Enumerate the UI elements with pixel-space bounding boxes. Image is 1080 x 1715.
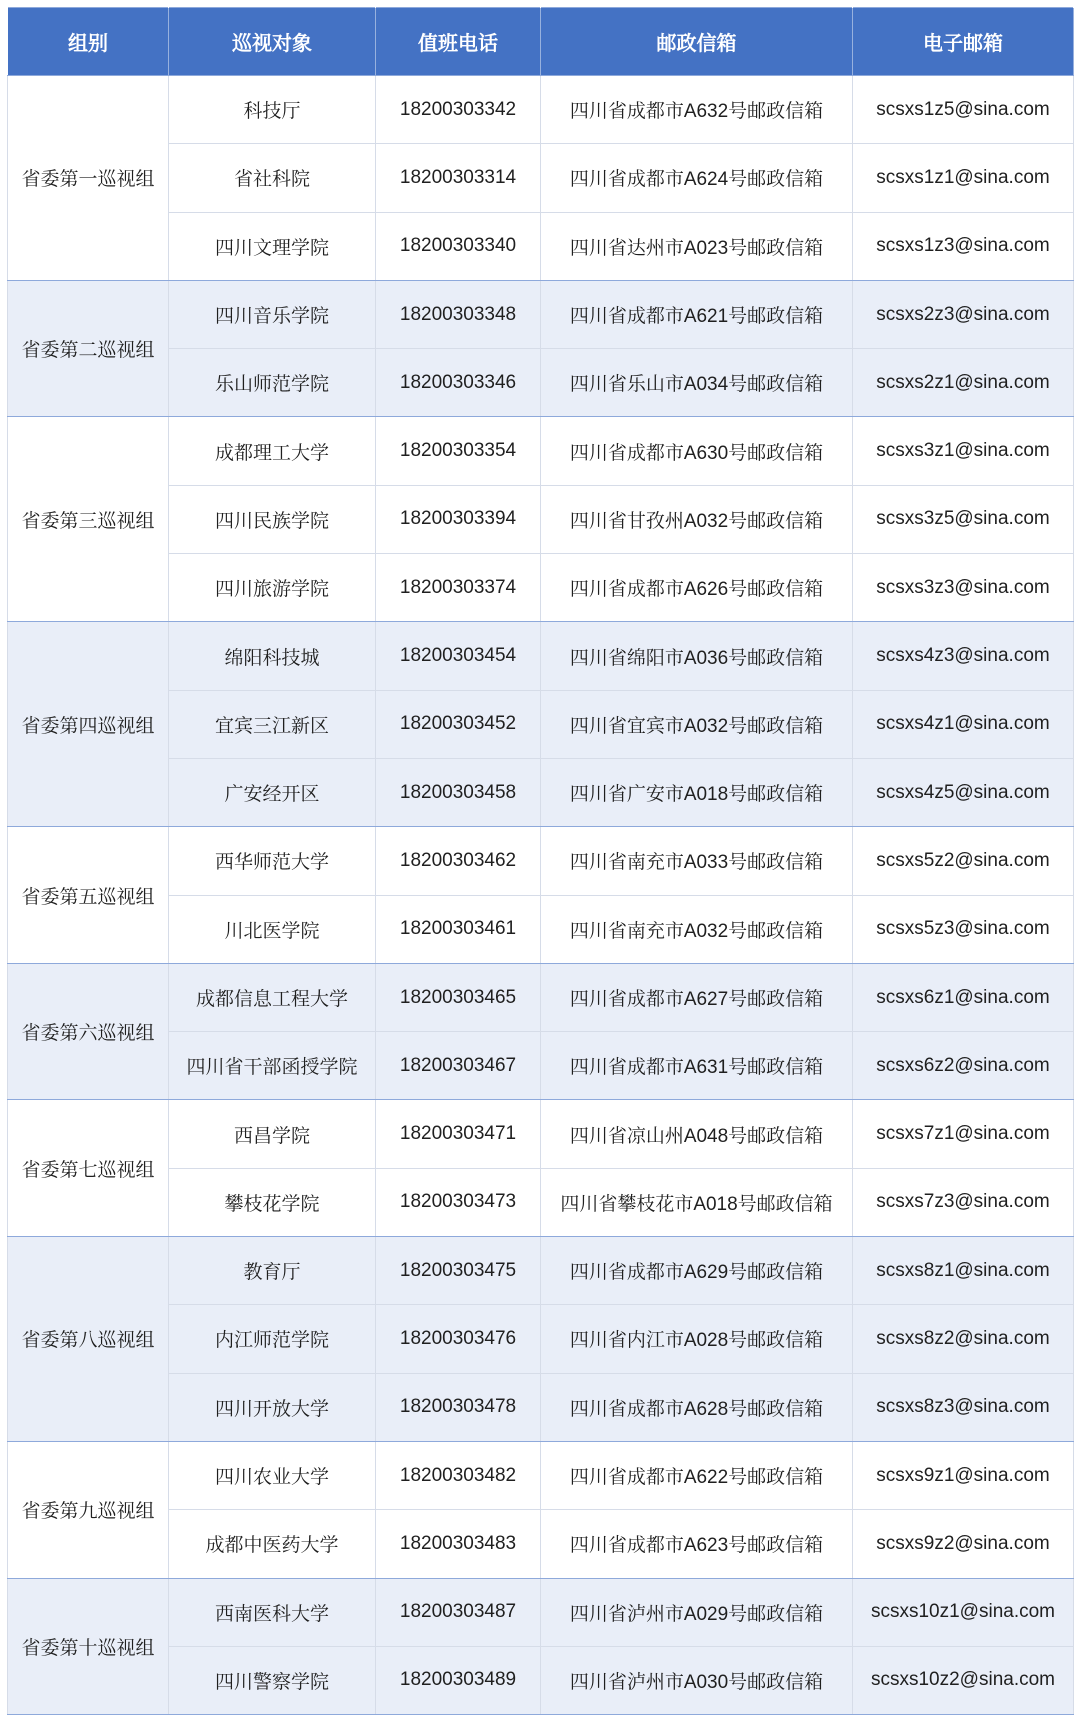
- cell-mailbox: 四川省成都市A628号邮政信箱: [541, 1373, 853, 1441]
- header-cell-group: 组别: [8, 8, 169, 76]
- header-cell-mailbox: 邮政信箱: [541, 8, 853, 76]
- cell-group-name: 省委第四巡视组: [8, 622, 169, 827]
- cell-mailbox: 四川省成都市A629号邮政信箱: [541, 1237, 853, 1305]
- cell-phone: 18200303454: [376, 622, 541, 690]
- cell-target: 教育厅: [169, 1237, 376, 1305]
- cell-mailbox: 四川省成都市A630号邮政信箱: [541, 417, 853, 485]
- cell-target: 四川农业大学: [169, 1441, 376, 1509]
- cell-email: scsxs9z2@sina.com: [853, 1510, 1074, 1578]
- cell-group-name: 省委第八巡视组: [8, 1237, 169, 1442]
- table-row: [8, 280, 1074, 348]
- table-row: [8, 1100, 1074, 1168]
- cell-mailbox: 四川省成都市A632号邮政信箱: [541, 76, 853, 144]
- cell-mailbox: 四川省泸州市A030号邮政信箱: [541, 1646, 853, 1714]
- cell-email: scsxs8z2@sina.com: [853, 1305, 1074, 1373]
- cell-target: 四川民族学院: [169, 485, 376, 553]
- cell-email: scsxs8z1@sina.com: [853, 1237, 1074, 1305]
- cell-phone: 18200303475: [376, 1237, 541, 1305]
- cell-mailbox: 四川省内江市A028号邮政信箱: [541, 1305, 853, 1373]
- cell-phone: 18200303374: [376, 554, 541, 622]
- cell-mailbox: 四川省广安市A018号邮政信箱: [541, 758, 853, 826]
- cell-phone: 18200303348: [376, 280, 541, 348]
- cell-mailbox: 四川省乐山市A034号邮政信箱: [541, 349, 853, 417]
- cell-email: scsxs3z3@sina.com: [853, 554, 1074, 622]
- cell-email: scsxs6z2@sina.com: [853, 1032, 1074, 1100]
- cell-email: scsxs10z2@sina.com: [853, 1646, 1074, 1714]
- cell-email: scsxs4z1@sina.com: [853, 690, 1074, 758]
- cell-group-name: 省委第二巡视组: [8, 280, 169, 417]
- cell-mailbox: 四川省成都市A622号邮政信箱: [541, 1441, 853, 1509]
- cell-phone: 18200303394: [376, 485, 541, 553]
- cell-email: scsxs1z1@sina.com: [853, 144, 1074, 212]
- cell-mailbox: 四川省攀枝花市A018号邮政信箱: [541, 1168, 853, 1236]
- cell-phone: 18200303487: [376, 1578, 541, 1646]
- cell-email: scsxs2z3@sina.com: [853, 280, 1074, 348]
- cell-phone: 18200303467: [376, 1032, 541, 1100]
- cell-phone: 18200303465: [376, 963, 541, 1031]
- cell-target: 四川警察学院: [169, 1646, 376, 1714]
- cell-mailbox: 四川省达州市A023号邮政信箱: [541, 212, 853, 280]
- cell-group-name: 省委第一巡视组: [8, 76, 169, 281]
- cell-email: scsxs4z5@sina.com: [853, 758, 1074, 826]
- cell-phone: 18200303461: [376, 895, 541, 963]
- cell-mailbox: 四川省成都市A631号邮政信箱: [541, 1032, 853, 1100]
- cell-phone: 18200303478: [376, 1373, 541, 1441]
- header-cell-phone: 值班电话: [376, 8, 541, 76]
- cell-group-name: 省委第六巡视组: [8, 963, 169, 1100]
- cell-email: scsxs5z2@sina.com: [853, 827, 1074, 895]
- cell-email: scsxs8z3@sina.com: [853, 1373, 1074, 1441]
- cell-phone: 18200303489: [376, 1646, 541, 1714]
- cell-target: 成都中医药大学: [169, 1510, 376, 1578]
- cell-email: scsxs6z1@sina.com: [853, 963, 1074, 1031]
- cell-group-name: 省委第十巡视组: [8, 1578, 169, 1715]
- cell-target: 攀枝花学院: [169, 1168, 376, 1236]
- cell-email: scsxs5z3@sina.com: [853, 895, 1074, 963]
- cell-group-name: 省委第五巡视组: [8, 827, 169, 964]
- cell-target: 四川文理学院: [169, 212, 376, 280]
- inspection-contact-table: [7, 7, 1074, 1715]
- cell-email: scsxs7z1@sina.com: [853, 1100, 1074, 1168]
- cell-target: 绵阳科技城: [169, 622, 376, 690]
- cell-mailbox: 四川省成都市A626号邮政信箱: [541, 554, 853, 622]
- cell-mailbox: 四川省南充市A032号邮政信箱: [541, 895, 853, 963]
- cell-phone: 18200303342: [376, 76, 541, 144]
- cell-mailbox: 四川省南充市A033号邮政信箱: [541, 827, 853, 895]
- cell-target: 西华师范大学: [169, 827, 376, 895]
- cell-phone: 18200303482: [376, 1441, 541, 1509]
- cell-target: 川北医学院: [169, 895, 376, 963]
- cell-phone: 18200303314: [376, 144, 541, 212]
- cell-target: 西南医科大学: [169, 1578, 376, 1646]
- table-row: [8, 76, 1074, 144]
- cell-target: 四川开放大学: [169, 1373, 376, 1441]
- table-header: [8, 8, 1074, 76]
- cell-mailbox: 四川省成都市A627号邮政信箱: [541, 963, 853, 1031]
- table-body: [8, 76, 1074, 1715]
- cell-mailbox: 四川省绵阳市A036号邮政信箱: [541, 622, 853, 690]
- cell-phone: 18200303462: [376, 827, 541, 895]
- table-row: [8, 1237, 1074, 1305]
- table-row: [8, 622, 1074, 690]
- cell-target: 宜宾三江新区: [169, 690, 376, 758]
- cell-mailbox: 四川省宜宾市A032号邮政信箱: [541, 690, 853, 758]
- cell-phone: 18200303473: [376, 1168, 541, 1236]
- cell-group-name: 省委第九巡视组: [8, 1441, 169, 1578]
- cell-phone: 18200303483: [376, 1510, 541, 1578]
- cell-email: scsxs4z3@sina.com: [853, 622, 1074, 690]
- cell-target: 四川省干部函授学院: [169, 1032, 376, 1100]
- cell-target: 四川音乐学院: [169, 280, 376, 348]
- cell-email: scsxs9z1@sina.com: [853, 1441, 1074, 1509]
- cell-target: 广安经开区: [169, 758, 376, 826]
- table-container: [7, 7, 1074, 1715]
- cell-phone: 18200303346: [376, 349, 541, 417]
- header-row: [8, 8, 1074, 76]
- cell-email: scsxs1z3@sina.com: [853, 212, 1074, 280]
- cell-target: 省社科院: [169, 144, 376, 212]
- cell-mailbox: 四川省成都市A621号邮政信箱: [541, 280, 853, 348]
- cell-phone: 18200303354: [376, 417, 541, 485]
- cell-phone: 18200303458: [376, 758, 541, 826]
- cell-phone: 18200303452: [376, 690, 541, 758]
- cell-phone: 18200303476: [376, 1305, 541, 1373]
- cell-phone: 18200303471: [376, 1100, 541, 1168]
- table-row: [8, 963, 1074, 1031]
- cell-email: scsxs7z3@sina.com: [853, 1168, 1074, 1236]
- cell-mailbox: 四川省成都市A624号邮政信箱: [541, 144, 853, 212]
- cell-target: 四川旅游学院: [169, 554, 376, 622]
- cell-target: 科技厅: [169, 76, 376, 144]
- cell-phone: 18200303340: [376, 212, 541, 280]
- cell-email: scsxs3z5@sina.com: [853, 485, 1074, 553]
- header-cell-target: 巡视对象: [169, 8, 376, 76]
- cell-email: scsxs10z1@sina.com: [853, 1578, 1074, 1646]
- cell-mailbox: 四川省泸州市A029号邮政信箱: [541, 1578, 853, 1646]
- cell-mailbox: 四川省成都市A623号邮政信箱: [541, 1510, 853, 1578]
- cell-target: 成都信息工程大学: [169, 963, 376, 1031]
- table-row: [8, 1441, 1074, 1509]
- cell-email: scsxs1z5@sina.com: [853, 76, 1074, 144]
- cell-target: 内江师范学院: [169, 1305, 376, 1373]
- cell-target: 成都理工大学: [169, 417, 376, 485]
- cell-email: scsxs3z1@sina.com: [853, 417, 1074, 485]
- cell-group-name: 省委第三巡视组: [8, 417, 169, 622]
- cell-email: scsxs2z1@sina.com: [853, 349, 1074, 417]
- table-row: [8, 827, 1074, 895]
- header-cell-email: 电子邮箱: [853, 8, 1074, 76]
- cell-mailbox: 四川省甘孜州A032号邮政信箱: [541, 485, 853, 553]
- cell-mailbox: 四川省凉山州A048号邮政信箱: [541, 1100, 853, 1168]
- table-row: [8, 417, 1074, 485]
- table-row: [8, 1578, 1074, 1646]
- cell-target: 西昌学院: [169, 1100, 376, 1168]
- cell-target: 乐山师范学院: [169, 349, 376, 417]
- cell-group-name: 省委第七巡视组: [8, 1100, 169, 1237]
